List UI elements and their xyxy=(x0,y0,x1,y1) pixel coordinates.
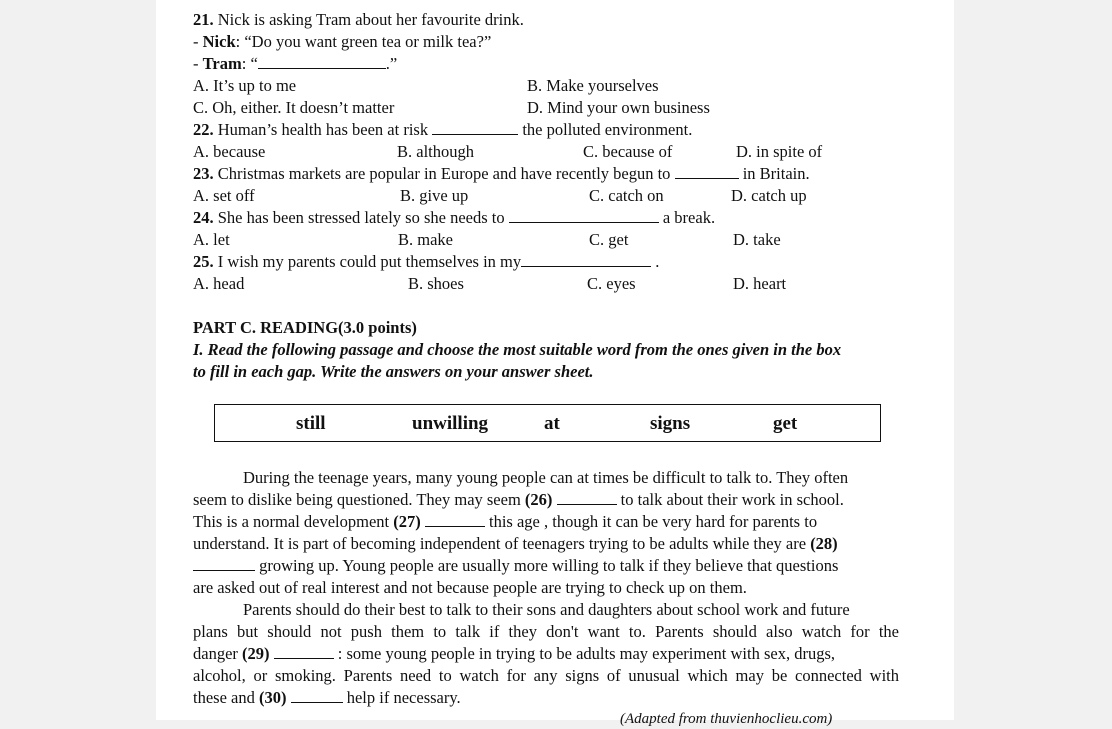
passage-line: these and (30) help if necessary. xyxy=(193,688,461,707)
answer-blank xyxy=(258,55,386,69)
option-c: C. Oh, either. It doesn’t matter xyxy=(193,98,395,117)
question-23: 23. Christmas markets are popular in Europe and have recently begun to in Britain. xyxy=(193,164,810,183)
option-c: C. get xyxy=(589,230,629,249)
word-option: still xyxy=(296,413,326,434)
dialogue-text: : “Do you want green tea or milk tea?” xyxy=(235,32,492,51)
question-22: 22. Human’s health has been at risk the polluted environment. xyxy=(193,120,693,139)
answer-blank xyxy=(557,491,617,505)
question-stem: Nick is asking Tram about her favourite drink. xyxy=(213,10,524,29)
option-a: A. set off xyxy=(193,186,255,205)
option-c: C. eyes xyxy=(587,274,636,293)
gap-number: (29) xyxy=(242,644,270,663)
answer-blank xyxy=(432,121,518,135)
option-b: B. give up xyxy=(400,186,469,205)
section-heading: PART C. READING(3.0 points) xyxy=(193,318,417,337)
option-a: A. head xyxy=(193,274,245,293)
answer-blank xyxy=(193,557,255,571)
option-d: D. catch up xyxy=(731,186,807,205)
question-21 xyxy=(193,10,524,30)
option-c: C. catch on xyxy=(589,186,664,205)
option-c: C. because of xyxy=(583,142,673,161)
option-b: B. shoes xyxy=(408,274,464,293)
passage-line: seem to dislike being questioned. They may seem (26) to talk about their work in school. xyxy=(193,490,844,509)
option-d: D. Mind your own business xyxy=(527,98,710,117)
passage-line: alcohol, or smoking. Parents need to watch for any signs of unusual which may be connected with xyxy=(193,666,899,685)
option-a: A. It’s up to me xyxy=(193,76,297,95)
word-option: unwilling xyxy=(412,413,489,434)
gap-number: (28) xyxy=(810,534,838,553)
option-d: D. take xyxy=(733,230,781,249)
gap-number: (26) xyxy=(524,490,553,509)
option-d: D. heart xyxy=(733,274,787,293)
answer-blank xyxy=(521,253,651,267)
speaker-nick: Nick xyxy=(202,32,236,51)
answer-blank xyxy=(274,645,334,659)
word-box xyxy=(214,404,881,442)
answer-blank xyxy=(675,165,739,179)
word-option: signs xyxy=(650,413,691,434)
answer-blank xyxy=(291,689,343,703)
option-b: B. although xyxy=(397,142,474,161)
word-option: get xyxy=(773,413,798,434)
dialogue-tram: - Tram: “ .” xyxy=(193,54,398,73)
option-a: A. because xyxy=(193,142,266,161)
instruction-line-2: to fill in each gap. Write the answers on your answer sheet. xyxy=(193,362,594,381)
passage-line: Parents should do their best to talk to their sons and daughters about school work and future xyxy=(243,600,850,619)
passage-line: growing up. Young people are usually more willing to talk if they believe that questions xyxy=(193,556,899,576)
passage-line: are asked out of real interest and not because people are trying to check up on them. xyxy=(193,578,747,597)
option-b: B. Make yourselves xyxy=(527,76,659,95)
speaker-tram: Tram xyxy=(202,54,242,73)
passage-line: understand. It is part of becoming independent of teenagers trying to be adults while they are (28) xyxy=(193,534,838,553)
gap-number: (30) xyxy=(258,688,287,707)
word-option: at xyxy=(544,413,560,434)
dialogue-nick: - Nick: “Do you want green tea or milk tea?” xyxy=(193,32,492,51)
option-b: B. make xyxy=(398,230,453,249)
passage-line: This is a normal development (27) this age , though it can be very hard for parents to xyxy=(193,512,818,531)
option-a: A. let xyxy=(193,230,230,249)
answer-blank xyxy=(425,513,485,527)
question-24: 24. She has been stressed lately so she needs to a break. xyxy=(193,208,716,227)
instruction-line-1: I. Read the following passage and choose the most suitable word from the ones given in the box xyxy=(193,340,842,359)
source-citation: (Adapted from thuvienhoclieu.com) xyxy=(620,711,833,727)
passage-line: During the teenage years, many young people can at times be difficult to talk to. They often xyxy=(243,468,849,487)
answer-blank xyxy=(509,209,659,223)
passage-line: plans but should not push them to talk if they don't want to. Parents should also watch for the xyxy=(193,622,899,641)
passage-line: danger (29) : some young people in trying to be adults may experiment with sex, drugs, xyxy=(193,644,835,663)
question-number: 21. xyxy=(193,10,214,29)
gap-number: (27) xyxy=(393,512,421,531)
question-25: 25. I wish my parents could put themselves in my . xyxy=(193,252,660,271)
option-d: D. in spite of xyxy=(736,142,823,161)
